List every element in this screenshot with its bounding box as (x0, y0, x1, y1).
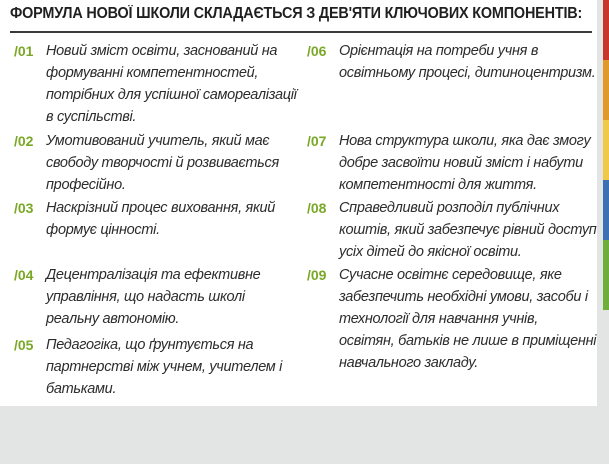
component-number: /07 (307, 133, 327, 149)
title-divider (10, 31, 592, 33)
component-text: Наскрізний процес виховання, який формує цінності. (46, 200, 276, 238)
component-text: Педагогіка, що ґрунтується на партнерстві між учнем, учителем і батьками. (46, 337, 283, 397)
component-number: /01 (14, 43, 34, 59)
component-number: /02 (14, 133, 34, 149)
component-text: Сучасне освітнє середовище, яке забезпечить необхідні умови, засоби і технології для навчання учнів, освітян, батьків не лише в приміщенні навчального закладу. (339, 267, 597, 371)
component-item-04 (14, 264, 298, 330)
component-item-09 (307, 264, 597, 374)
component-number: /04 (14, 267, 34, 283)
component-number: /08 (307, 200, 327, 216)
component-item-05 (14, 334, 298, 400)
component-number: /06 (307, 43, 327, 59)
component-text: Умотивований учитель, який має свободу творчості й розвивається професійно. (46, 133, 279, 193)
page-title: ФОРМУЛА НОВОЇ ШКОЛИ СКЛАДАЄТЬСЯ З ДЕВ'ЯТИ КЛЮЧОВИХ КОМПОНЕНТІВ: (10, 5, 583, 22)
component-number: /03 (14, 200, 34, 216)
component-item-08 (307, 197, 597, 263)
edge-stripe-red (603, 0, 609, 60)
component-number: /05 (14, 337, 34, 353)
component-text: Справедливий розподіл публічних коштів, який забезпечує рівний доступ усіх дітей до якісної освіти. (339, 200, 597, 260)
component-item-03 (14, 197, 298, 241)
component-number: /09 (307, 267, 327, 283)
component-text: Децентралізація та ефективне управління, що надасть школі реальну автономію. (46, 267, 261, 327)
edge-stripe-green (603, 240, 609, 310)
component-text: Новий зміст освіти, заснований на формуванні компетентностей, потрібних для успішної самореалізації в суспільстві. (46, 43, 297, 125)
component-item-02 (14, 130, 298, 196)
component-item-01 (14, 40, 298, 128)
edge-stripe-orange (603, 60, 609, 120)
edge-stripe-blue (603, 180, 609, 240)
component-item-07 (307, 130, 597, 196)
component-text: Орієнтація на потреби учня в освітньому процесі, дитиноцентризм. (339, 43, 596, 81)
component-text: Нова структура школи, яка дає змогу добре засвоїти новий зміст і набути компетентності для життя. (339, 133, 591, 193)
edge-stripe-yellow (603, 120, 609, 180)
component-item-06 (307, 40, 597, 84)
